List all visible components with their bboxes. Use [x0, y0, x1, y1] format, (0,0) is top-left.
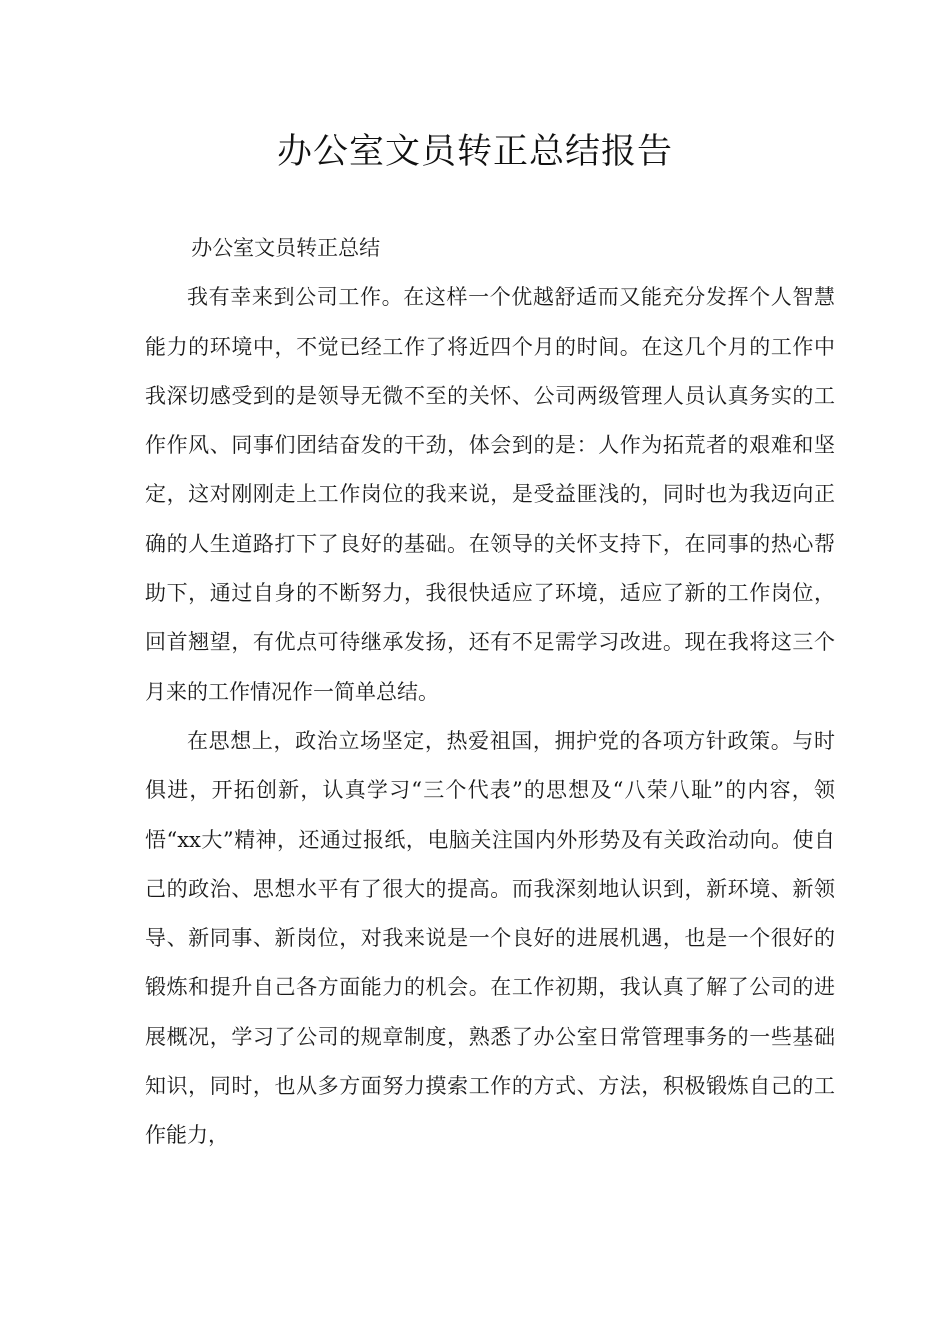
document-body: [145, 224, 835, 1161]
paragraph-1: 我有幸来到公司工作。在这样一个优越舒适而又能充分发挥个人智慧能力的环境中，不觉已经工作了将近四个月的时间。在这几个月的工作中我深切感受到的是领导无微不至的关怀、公司两级管理人员认真务实的工作作风、同事们团结奋发的干劲，体会到的是：人作为拓荒者的艰难和坚定，这对刚刚走上工作岗位的我来说，是受益匪浅的，同时也为我迈向正确的人生道路打下了良好的基础。在领导的关怀支持下，在同事的热心帮助下，通过自身的不断努力，我很快适应了环境，适应了新的工作岗位，回首翘望，有优点可待继承发扬，还有不足需学习改进。现在我将这三个月来的工作情况作一简单总结。: [145, 285, 835, 704]
document-title: 办公室文员转正总结报告: [276, 132, 673, 172]
document-subtitle: 办公室文员转正总结: [191, 236, 381, 260]
paragraph-2: 在思想上，政治立场坚定，热爱祖国，拥护党的各项方针政策。与时俱进，开拓创新，认真学习“三个代表”的思想及“八荣八耻”的内容，领悟“xx大”精神，还通过报纸，电脑关注国内外形势及有关政治动向。使自己的政治、思想水平有了很大的提高。而我深刻地认识到，新环境、新领导、新同事、新岗位，对我来说是一个良好的进展机遇，也是一个很好的锻炼和提升自己各方面能力的机会。在工作初期，我认真了解了公司的进展概况，学习了公司的规章制度，熟悉了办公室日常管理事务的一些基础知识，同时，也从多方面努力摸索工作的方式、方法，积极锻炼自己的工作能力，: [145, 728, 835, 1148]
